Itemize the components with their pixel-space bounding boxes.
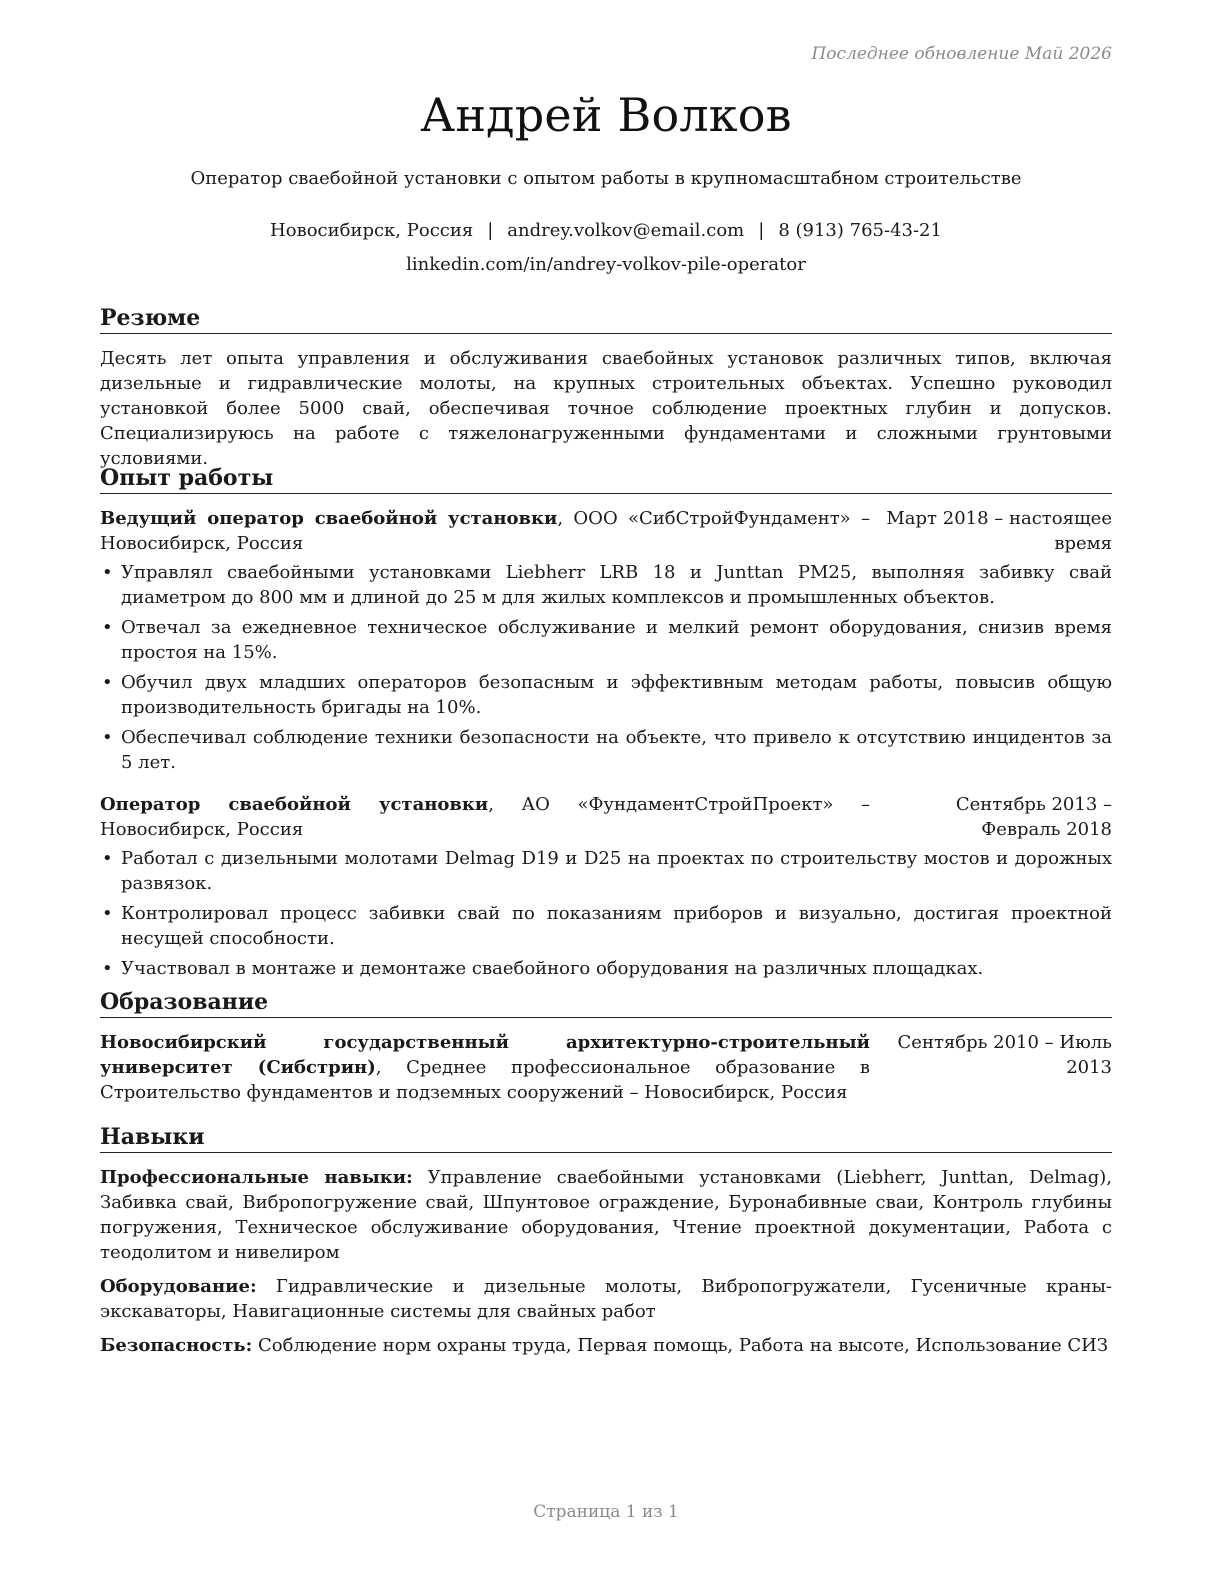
skill-group [100, 1333, 1112, 1358]
skill-group-text: Соблюдение норм охраны труда, Первая помощь, Работа на высоте, Использование СИЗ [252, 1335, 1109, 1356]
list-item: • Контролировал процесс забивки свай по показаниям приборов и визуально, достигая проектной несущей способности. [100, 901, 1112, 951]
job-header [100, 792, 1112, 842]
job-bullets [100, 560, 1112, 775]
job-dates: Март 2018 – настоящее время [886, 508, 1112, 554]
education-dates: Сентябрь 2010 – Июль 2013 [897, 1032, 1112, 1078]
education-entry [100, 1030, 1112, 1105]
summary-text: Десять лет опыта управления и обслуживания сваебойных установок различных типов, включая дизельные и гидравлические молоты, на крупных строительных объектах. Успешно руководил установкой более 5000 свай, обеспечивая точное соблюдение проектных глубин и допусков. Специализируюсь на работе с тяжелонагруженными фундаментами и сложными грунтовыми условиями. [100, 348, 1112, 469]
job-role: Ведущий оператор сваебойной установки [100, 508, 558, 529]
contact-line [100, 220, 1112, 241]
linkedin-link[interactable]: linkedin.com/in/andrey-volkov-pile-operator [406, 254, 806, 275]
skill-group-text: Управление сваебойными установками (Liebherr, Junttan, Delmag), Забивка свай, Вибропогружение свай, Шпунтовое ограждение, Буронабивные сваи, Контроль глубины погружения, Техническое обслуживание оборудования, Чтение проектной документации, Работа с теодолитом и нивелиром [100, 1167, 1112, 1263]
skill-group [100, 1274, 1112, 1324]
job-bullets [100, 846, 1112, 981]
skill-group-label: Профессиональные навыки: [100, 1167, 413, 1188]
list-item: • Работал с дизельными молотами Delmag D19 и D25 на проектах по строительству мостов и дорожных развязок. [100, 846, 1112, 896]
education-text [100, 1030, 870, 1105]
job-entry [100, 506, 1112, 775]
list-item: • Управлял сваебойными установками Liebherr LRB 18 и Junttan PM25, выполняя забивку свай диаметром до 800 мм и длиной до 25 м для жилых комплексов и промышленных объектов. [100, 560, 1112, 610]
job-role: Оператор сваебойной установки [100, 794, 489, 815]
list-item: • Обеспечивал соблюдение техники безопасности на объекте, что привело к отсутствию инцидентов за 5 лет. [100, 725, 1112, 775]
skill-group-text: Гидравлические и дизельные молоты, Вибропогружатели, Гусеничные краны-экскаваторы, Навигационные системы для свайных работ [100, 1276, 1112, 1322]
candidate-subtitle: Оператор сваебойной установки с опытом работы в крупномасштабном строительстве [190, 168, 1022, 189]
job-company: , ООО «СибСтройФундамент» – Новосибирск, Россия [100, 508, 870, 554]
job-entry [100, 792, 1112, 981]
list-item: • Обучил двух младших операторов безопасным и эффективным методам работы, повысив общую производительность бригады на 10%. [100, 670, 1112, 720]
job-title-line [100, 506, 870, 556]
skill-group-label: Оборудование: [100, 1276, 257, 1297]
education-section [100, 989, 1112, 1105]
email-link[interactable]: andrey.volkov@email.com [507, 220, 745, 241]
experience-section [100, 465, 1112, 986]
page-number: Страница 1 из 1 [533, 1502, 679, 1522]
resume-page [100, 0, 1112, 1584]
section-title-experience: Опыт работы [100, 465, 1112, 494]
education-details: , Среднее профессиональное образование в Строительство фундаментов и подземных сооружений – Новосибирск, Россия [100, 1057, 871, 1103]
phone: 8 (913) 765-43-21 [778, 220, 942, 241]
location: Новосибирск, Россия [270, 220, 474, 241]
skill-group [100, 1165, 1112, 1265]
contact-separator: | [758, 220, 765, 241]
section-title-education: Образование [100, 989, 1112, 1018]
job-header [100, 506, 1112, 556]
section-title-skills: Навыки [100, 1124, 1112, 1153]
skills-section [100, 1124, 1112, 1367]
list-item: • Отвечал за ежедневное техническое обслуживание и мелкий ремонт оборудования, снизив время простоя на 15%. [100, 615, 1112, 665]
section-title-summary: Резюме [100, 305, 1112, 334]
summary-section [100, 305, 1112, 471]
candidate-name: Андрей Волков [420, 88, 792, 142]
job-company: , АО «ФундаментСтройПроект» – Новосибирск, Россия [100, 794, 870, 840]
institution-name: Новосибирский государственный архитектурно-строительный университет (Сибстрин) [100, 1032, 870, 1078]
skill-group-label: Безопасность: [100, 1335, 253, 1356]
list-item: • Участвовал в монтаже и демонтаже сваебойного оборудования на различных площадках. [100, 956, 1112, 981]
job-dates: Сентябрь 2013 – Февраль 2018 [955, 794, 1112, 840]
last-updated: Последнее обновление Май 2026 [811, 44, 1112, 64]
contact-separator: | [487, 220, 494, 241]
job-title-line [100, 792, 870, 842]
